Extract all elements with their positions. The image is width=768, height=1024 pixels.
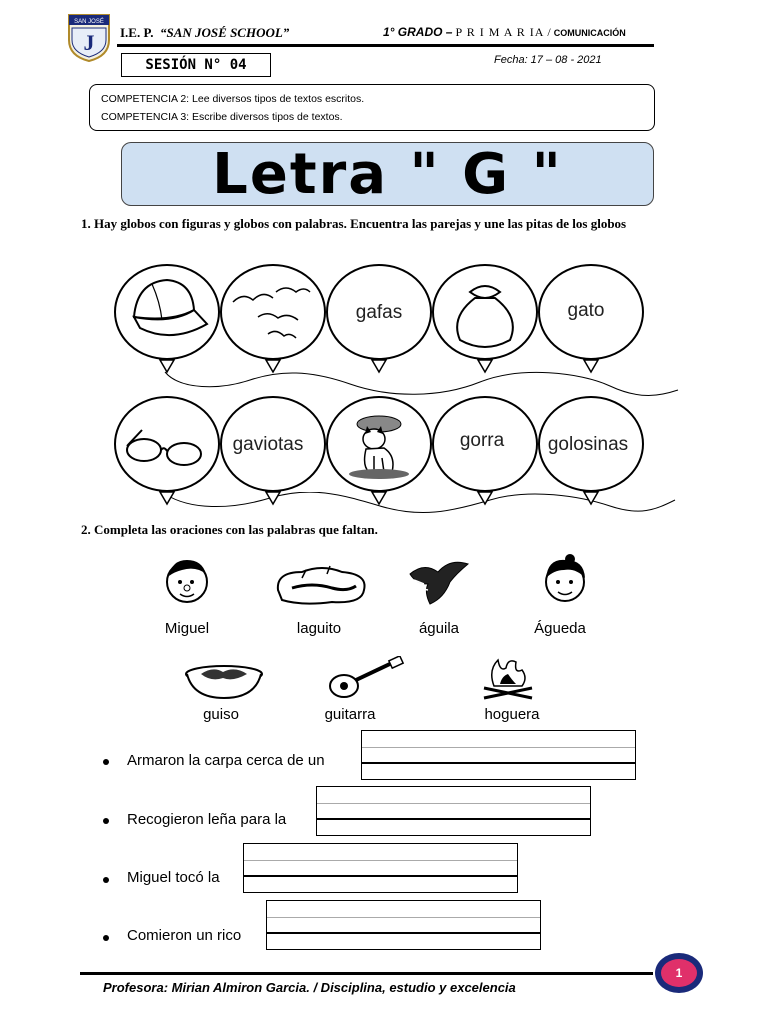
school-title: “SAN JOSÉ SCHOOL” (159, 25, 290, 40)
sentence-2: Recogieron leña para la (127, 811, 287, 828)
balloon-sack[interactable] (430, 262, 540, 382)
answer-box-3[interactable] (243, 843, 518, 893)
session-box: SESIÓN N° 04 (121, 53, 271, 77)
exercise-2-instruction: 2. Completa las oraciones con las palabras que faltan. (81, 522, 378, 537)
balloon-cap[interactable] (112, 262, 222, 382)
exercise-1-instruction: 1. Hay globos con figuras y globos con palabras. Encuentra las parejas y une las pitas de los globos (81, 216, 627, 231)
balloon-gorra[interactable] (430, 394, 540, 514)
balloon-word: gato (567, 300, 605, 321)
grade-label: 1° GRADO – (383, 25, 453, 39)
bonfire-icon (478, 656, 538, 704)
word-aguila: águila (418, 620, 460, 637)
logo-text: SAN JOSÉ (74, 19, 104, 25)
balloon-glasses[interactable] (112, 394, 222, 514)
word-guitarra: guitarra (324, 706, 376, 723)
subject-label: COMUNICACIÓN (553, 28, 626, 38)
bullet (103, 759, 109, 765)
footer-text: Profesora: Mirian Almiron Garcia. / Disciplina, estudio y excelencia (103, 980, 516, 995)
answer-box-1[interactable] (361, 730, 636, 780)
word-guiso: guiso (203, 706, 239, 723)
footer-divider (80, 972, 653, 975)
bullet (103, 818, 109, 824)
word-laguito: laguito (296, 620, 342, 637)
eagle-icon (404, 554, 472, 610)
svg-text:J: J (83, 30, 95, 55)
boy-face-icon (162, 552, 212, 608)
balloon-cat[interactable] (324, 394, 434, 514)
competency-2: COMPETENCIA 2: Lee diversos tipos de textos escritos. (101, 93, 365, 105)
bullet (103, 877, 109, 883)
balloon-golosinas[interactable] (536, 394, 646, 514)
word-agueda: Águeda (534, 620, 586, 637)
girl-face-icon (536, 550, 594, 610)
separator: / (547, 25, 551, 39)
sentence-3: Miguel tocó la (127, 869, 220, 886)
balloon-gato[interactable] (536, 262, 646, 382)
school-name (120, 25, 289, 41)
bowl-icon (183, 662, 265, 702)
balloon-word: gaviotas (232, 434, 304, 455)
bullet (103, 935, 109, 941)
page-title: Letra " G " (121, 142, 654, 206)
balloon-word: golosinas (547, 434, 629, 455)
balloon-seagulls[interactable] (218, 262, 328, 382)
competencies-box (89, 84, 655, 131)
level-label: P R I M A R IA (455, 25, 545, 39)
sentence-4: Comieron un rico (127, 927, 242, 944)
header-divider (117, 44, 654, 47)
word-miguel: Miguel (164, 620, 210, 637)
answer-box-2[interactable] (316, 786, 591, 836)
word-hoguera: hoguera (484, 706, 540, 723)
balloon-gaviotas[interactable] (218, 394, 328, 514)
balloon-word: gafas (355, 302, 403, 323)
date-label: Fecha: 17 – 08 - 2021 (494, 54, 602, 66)
sentence-1: Armaron la carpa cerca de un (127, 752, 325, 769)
competency-3: COMPETENCIA 3: Escribe diversos tipos de textos. (101, 111, 343, 123)
page-number: 1 (661, 959, 697, 987)
grade-line (383, 25, 626, 40)
page-number-badge (655, 953, 703, 993)
balloon-word: gorra (459, 430, 505, 451)
lake-icon (272, 560, 370, 608)
school-prefix: I.E. P. (120, 25, 154, 40)
school-logo-icon (66, 12, 112, 62)
answer-box-4[interactable] (266, 900, 541, 950)
guitar-icon (326, 656, 406, 702)
balloon-gafas[interactable] (324, 262, 434, 382)
